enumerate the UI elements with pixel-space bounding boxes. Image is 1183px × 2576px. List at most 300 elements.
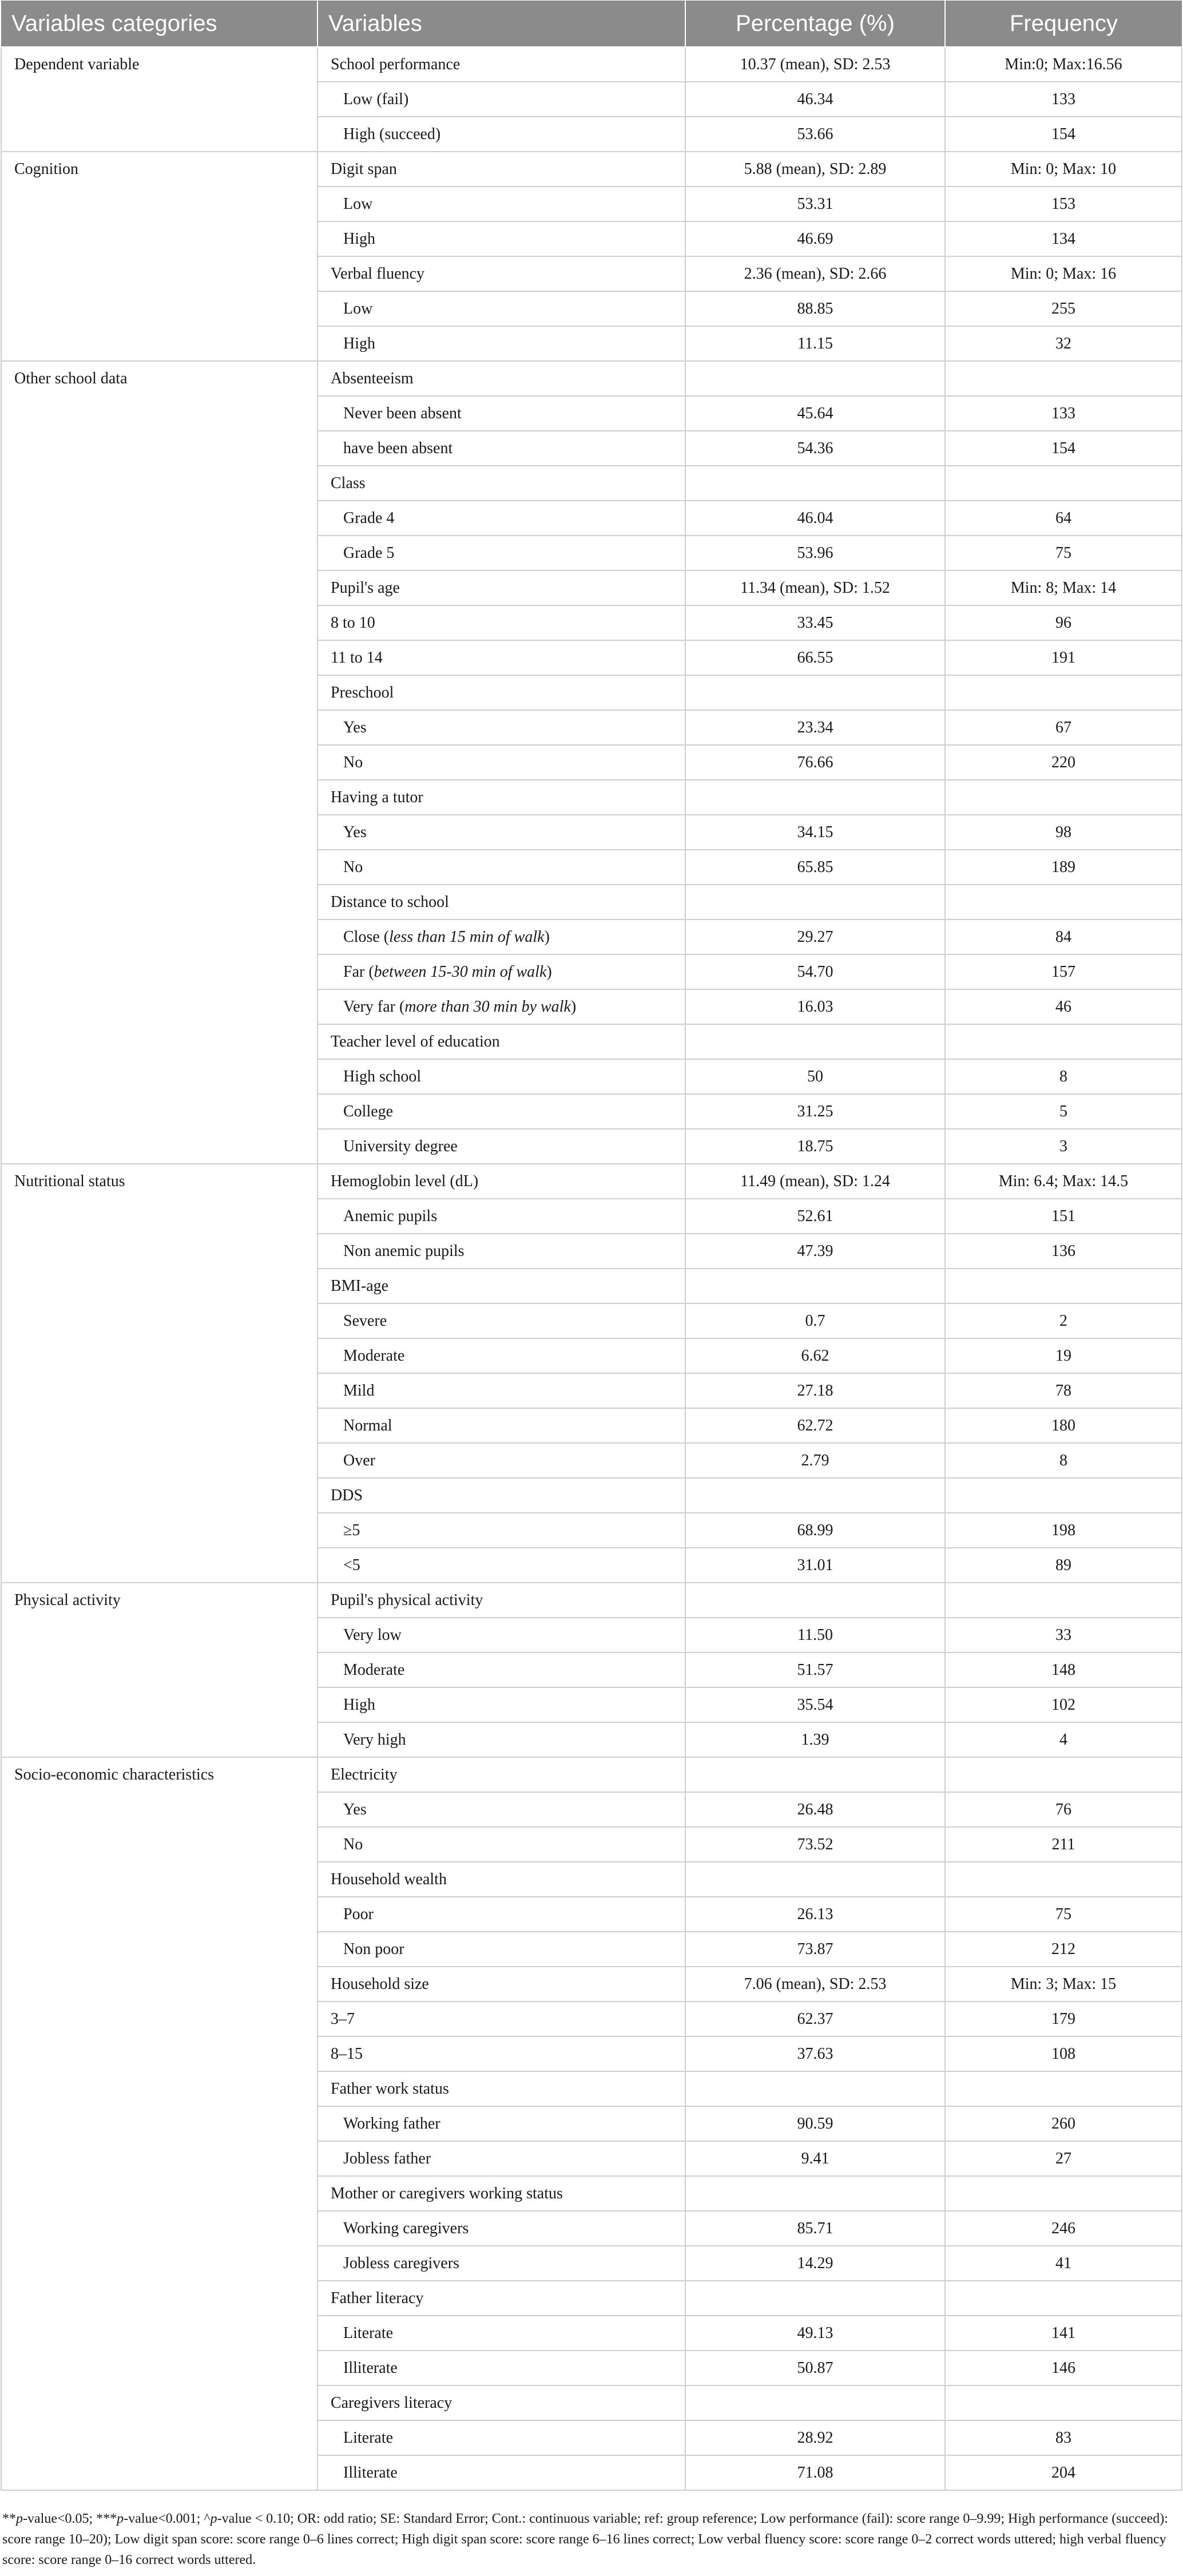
variable-cell	[317, 1897, 685, 1932]
percentage-cell: 73.87	[685, 1932, 945, 1967]
percentage-cell	[685, 1478, 945, 1513]
frequency-cell: Min: 0; Max: 16	[945, 256, 1182, 291]
variable-label: ≥5	[343, 1521, 360, 1539]
frequency-cell	[945, 675, 1182, 710]
frequency-cell: 78	[945, 1373, 1182, 1408]
frequency-cell: 211	[945, 1827, 1182, 1862]
table-row	[1, 1757, 1182, 1792]
variable-cell	[317, 2036, 685, 2071]
variable-cell	[317, 2281, 685, 2316]
percentage-cell: 46.34	[685, 82, 945, 117]
variable-label: Household wealth	[331, 1870, 447, 1888]
variable-cell	[317, 1757, 685, 1792]
variable-label: Class	[331, 474, 366, 492]
variable-label: Low	[343, 299, 373, 318]
percentage-cell: 1.39	[685, 1722, 945, 1757]
category-cell: Other school data	[1, 361, 317, 1164]
variable-label: Having a tutor	[331, 788, 423, 806]
variable-cell	[317, 1618, 685, 1652]
frequency-cell	[945, 361, 1182, 396]
variable-label: No	[343, 1835, 363, 1853]
percentage-cell	[685, 675, 945, 710]
variable-cell	[317, 221, 685, 256]
percentage-cell	[685, 361, 945, 396]
variable-cell	[317, 501, 685, 536]
variable-label: Close	[343, 928, 380, 946]
variable-label: Jobless caregivers	[343, 2254, 459, 2272]
frequency-cell: 133	[945, 82, 1182, 117]
variable-cell	[317, 850, 685, 885]
variable-label: Low (fail)	[343, 90, 409, 108]
frequency-cell: Min: 6.4; Max: 14.5	[945, 1164, 1182, 1199]
percentage-cell: 45.64	[685, 396, 945, 431]
frequency-cell: 154	[945, 431, 1182, 466]
percentage-cell: 37.63	[685, 2036, 945, 2071]
table-row	[1, 1583, 1182, 1618]
variable-cell	[317, 1059, 685, 1094]
variable-cell	[317, 1373, 685, 1408]
frequency-cell: 3	[945, 1129, 1182, 1164]
variable-label: Father literacy	[331, 2289, 424, 2307]
variable-cell	[317, 640, 685, 675]
category-cell: Dependent variable	[1, 47, 317, 152]
variable-cell	[317, 885, 685, 920]
percentage-cell: 14.29	[685, 2246, 945, 2281]
variable-label: College	[343, 1102, 394, 1120]
variable-label: Moderate	[343, 1346, 405, 1365]
percentage-cell: 34.15	[685, 815, 945, 850]
variable-cell	[317, 1443, 685, 1478]
variable-cell: Very far (more than 30 min by walk)	[317, 989, 685, 1024]
variable-label: High	[343, 334, 375, 352]
percentage-cell	[685, 2176, 945, 2211]
frequency-cell: 67	[945, 710, 1182, 745]
variable-label: Never been absent	[343, 404, 462, 422]
percentage-cell: 73.52	[685, 1827, 945, 1862]
table-footnote: **p-value<0.05; ***p-value<0.001; ^p-value < 0.10; OR: odd ratio; SE: Standard Error; Cont.: continuous variable; ref: group reference; Low performance (fail): score range 0–9.99; High performance (succeed): score range 10–20); Low digit span score: score range 0–6 lines correct; High digit span score: score range 6–16 lines correct; Low verbal fluency score: score range 0–2 correct words uttered; high verbal fluency score: score range 0–16 correct words uttered.	[2, 2511, 1168, 2567]
percentage-cell: 52.61	[685, 1199, 945, 1234]
percentage-cell: 47.39	[685, 1234, 945, 1269]
variable-cell	[317, 2351, 685, 2385]
variable-cell	[317, 152, 685, 187]
frequency-cell: 27	[945, 2141, 1182, 2176]
frequency-cell: 8	[945, 1059, 1182, 1094]
variable-label: 3–7	[331, 2010, 355, 2028]
header-percentage: Percentage (%)	[685, 1, 945, 47]
percentage-cell	[685, 1862, 945, 1897]
percentage-cell: 62.37	[685, 2002, 945, 2036]
frequency-cell: Min:0; Max:16.56	[945, 47, 1182, 82]
percentage-cell: 5.88 (mean), SD: 2.89	[685, 152, 945, 187]
percentage-cell: 85.71	[685, 2211, 945, 2246]
percentage-cell	[685, 2071, 945, 2106]
header-variables: Variables	[317, 1, 685, 47]
frequency-cell: 151	[945, 1199, 1182, 1234]
variable-label: Pupil's age	[331, 578, 400, 597]
variable-cell	[317, 431, 685, 466]
variable-cell	[317, 2106, 685, 2141]
variable-note: less than 15 min of walk	[389, 928, 545, 946]
percentage-cell: 49.13	[685, 2316, 945, 2351]
variable-cell	[317, 1652, 685, 1687]
variable-label: Preschool	[331, 683, 394, 702]
table-row	[1, 152, 1182, 187]
variable-label: Literate	[343, 2428, 394, 2447]
frequency-cell: 75	[945, 1897, 1182, 1932]
variable-cell	[317, 2071, 685, 2106]
variable-cell	[317, 1513, 685, 1548]
variable-label: Father work status	[331, 2079, 449, 2098]
frequency-cell: 136	[945, 1234, 1182, 1269]
frequency-cell	[945, 466, 1182, 501]
frequency-cell: 98	[945, 815, 1182, 850]
variable-cell	[317, 82, 685, 117]
variable-label: Illiterate	[343, 2359, 398, 2377]
frequency-cell: Min: 8; Max: 14	[945, 570, 1182, 605]
variable-label: Working father	[343, 2114, 440, 2133]
frequency-cell: 76	[945, 1792, 1182, 1827]
percentage-cell: 53.31	[685, 187, 945, 221]
variable-cell	[317, 1024, 685, 1059]
frequency-cell: 108	[945, 2036, 1182, 2071]
variable-note: between 15-30 min of walk	[374, 962, 547, 981]
percentage-cell: 11.49 (mean), SD: 1.24	[685, 1164, 945, 1199]
percentage-cell: 26.13	[685, 1897, 945, 1932]
variable-label: No	[343, 753, 363, 771]
table-body	[1, 47, 1182, 2490]
percentage-cell: 54.70	[685, 954, 945, 989]
percentage-cell: 29.27	[685, 920, 945, 954]
variable-label: Illiterate	[343, 2463, 398, 2482]
frequency-cell: 191	[945, 640, 1182, 675]
table-header	[1, 1, 1182, 47]
percentage-cell: 16.03	[685, 989, 945, 1024]
variable-label: <5	[343, 1556, 360, 1574]
variable-cell	[317, 1687, 685, 1722]
percentage-cell: 18.75	[685, 1129, 945, 1164]
percentage-cell: 11.34 (mean), SD: 1.52	[685, 570, 945, 605]
frequency-cell	[945, 1862, 1182, 1897]
variable-cell	[317, 605, 685, 640]
frequency-cell: Min: 3; Max: 15	[945, 1967, 1182, 2002]
percentage-cell: 46.04	[685, 501, 945, 536]
frequency-cell: 83	[945, 2420, 1182, 2455]
variable-cell	[317, 466, 685, 501]
percentage-cell: 50.87	[685, 2351, 945, 2385]
percentage-cell	[685, 1024, 945, 1059]
variable-label: Far	[343, 962, 365, 981]
variable-label: 11 to 14	[331, 648, 383, 667]
frequency-cell	[945, 1583, 1182, 1618]
frequency-cell	[945, 1269, 1182, 1303]
variable-cell	[317, 2141, 685, 2176]
variable-cell	[317, 1722, 685, 1757]
frequency-cell: 75	[945, 536, 1182, 570]
variable-cell	[317, 361, 685, 396]
variable-cell	[317, 1129, 685, 1164]
variable-label: School performance	[331, 55, 461, 73]
variable-label: No	[343, 858, 363, 876]
percentage-cell: 27.18	[685, 1373, 945, 1408]
variable-label: Working caregivers	[343, 2219, 469, 2237]
table-row	[1, 1164, 1182, 1199]
variable-label: High school	[343, 1067, 422, 1085]
frequency-cell: 154	[945, 117, 1182, 152]
percentage-cell: 50	[685, 1059, 945, 1094]
variable-cell	[317, 710, 685, 745]
frequency-cell: 84	[945, 920, 1182, 954]
frequency-cell: Min: 0; Max: 10	[945, 152, 1182, 187]
frequency-cell: 32	[945, 326, 1182, 361]
percentage-cell: 62.72	[685, 1408, 945, 1443]
variable-label: 8 to 10	[331, 613, 375, 632]
variable-label: Literate	[343, 2324, 394, 2342]
variable-label: Household size	[331, 1975, 429, 1993]
variable-label: Non anemic pupils	[343, 1242, 465, 1260]
variable-cell	[317, 1583, 685, 1618]
percentage-cell: 23.34	[685, 710, 945, 745]
variable-label: DDS	[331, 1486, 363, 1504]
variable-cell	[317, 1862, 685, 1897]
variable-label: Jobless father	[343, 2149, 431, 2167]
percentage-cell: 11.15	[685, 326, 945, 361]
variable-label: Anemic pupils	[343, 1207, 438, 1225]
frequency-cell: 46	[945, 989, 1182, 1024]
percentage-cell	[685, 2281, 945, 2316]
percentage-cell	[685, 466, 945, 501]
variable-cell	[317, 1338, 685, 1373]
variable-label: Mild	[343, 1381, 375, 1400]
variable-cell	[317, 1478, 685, 1513]
variable-cell	[317, 396, 685, 431]
variable-label: Poor	[343, 1905, 374, 1923]
variable-label: Normal	[343, 1416, 392, 1434]
percentage-cell: 31.01	[685, 1548, 945, 1583]
variable-cell	[317, 2385, 685, 2420]
variable-label: Verbal fluency	[331, 264, 425, 283]
variable-cell: Far (between 15-30 min of walk)	[317, 954, 685, 989]
percentage-cell: 11.50	[685, 1618, 945, 1652]
frequency-cell	[945, 780, 1182, 815]
percentage-cell	[685, 1757, 945, 1792]
variable-cell	[317, 2246, 685, 2281]
frequency-cell: 260	[945, 2106, 1182, 2141]
variable-label: Very low	[343, 1626, 402, 1644]
variable-label: Grade 5	[343, 544, 395, 562]
frequency-cell: 204	[945, 2455, 1182, 2490]
frequency-cell	[945, 2385, 1182, 2420]
variable-cell	[317, 570, 685, 605]
frequency-cell: 141	[945, 2316, 1182, 2351]
variable-cell	[317, 1827, 685, 1862]
frequency-cell: 148	[945, 1652, 1182, 1687]
percentage-cell: 88.85	[685, 291, 945, 326]
frequency-cell: 4	[945, 1722, 1182, 1757]
frequency-cell: 89	[945, 1548, 1182, 1583]
category-cell: Physical activity	[1, 1583, 317, 1757]
variable-cell	[317, 1303, 685, 1338]
frequency-cell: 8	[945, 1443, 1182, 1478]
percentage-cell: 35.54	[685, 1687, 945, 1722]
frequency-cell: 212	[945, 1932, 1182, 1967]
variable-label: Electricity	[331, 1765, 398, 1784]
variable-cell	[317, 326, 685, 361]
percentage-cell: 9.41	[685, 2141, 945, 2176]
percentage-cell: 6.62	[685, 1338, 945, 1373]
variable-cell	[317, 291, 685, 326]
percentage-cell	[685, 885, 945, 920]
variable-cell	[317, 1164, 685, 1199]
variable-cell	[317, 2002, 685, 2036]
header-frequency: Frequency	[945, 1, 1182, 47]
variable-cell	[317, 187, 685, 221]
variable-note: more than 30 min by walk	[404, 997, 571, 1016]
frequency-cell: 64	[945, 501, 1182, 536]
percentage-cell: 66.55	[685, 640, 945, 675]
variable-label: Caregivers literacy	[331, 2393, 452, 2412]
variable-cell	[317, 1408, 685, 1443]
percentage-cell: 7.06 (mean), SD: 2.53	[685, 1967, 945, 2002]
variable-cell	[317, 1932, 685, 1967]
variable-cell	[317, 675, 685, 710]
frequency-cell: 180	[945, 1408, 1182, 1443]
variable-cell	[317, 745, 685, 780]
percentage-cell: 53.96	[685, 536, 945, 570]
variable-label: University degree	[343, 1137, 458, 1155]
variable-label: High (succeed)	[343, 125, 441, 143]
variable-cell	[317, 47, 685, 82]
variable-cell	[317, 1548, 685, 1583]
percentage-cell: 2.79	[685, 1443, 945, 1478]
variable-label: High	[343, 229, 375, 248]
variable-cell	[317, 2316, 685, 2351]
variable-label: Absenteeism	[331, 369, 414, 387]
percentage-cell: 33.45	[685, 605, 945, 640]
variable-label: Hemoglobin level (dL)	[331, 1172, 479, 1190]
variable-cell	[317, 1967, 685, 2002]
percentage-cell	[685, 2385, 945, 2420]
frequency-cell: 220	[945, 745, 1182, 780]
variable-label: Distance to school	[331, 893, 449, 911]
variable-cell	[317, 2455, 685, 2490]
frequency-cell: 246	[945, 2211, 1182, 2246]
category-cell: Nutritional status	[1, 1164, 317, 1583]
percentage-cell	[685, 780, 945, 815]
variable-cell: Close (less than 15 min of walk)	[317, 920, 685, 954]
variable-label: 8–15	[331, 2044, 363, 2063]
variable-label: Yes	[343, 823, 367, 841]
variable-cell	[317, 1094, 685, 1129]
frequency-cell: 179	[945, 2002, 1182, 2036]
percentage-cell: 53.66	[685, 117, 945, 152]
frequency-cell: 19	[945, 1338, 1182, 1373]
frequency-cell: 134	[945, 221, 1182, 256]
percentage-cell: 0.7	[685, 1303, 945, 1338]
frequency-cell: 157	[945, 954, 1182, 989]
percentage-cell: 28.92	[685, 2420, 945, 2455]
variable-label: Over	[343, 1451, 375, 1469]
frequency-cell: 96	[945, 605, 1182, 640]
percentage-cell: 26.48	[685, 1792, 945, 1827]
variable-cell	[317, 1199, 685, 1234]
percentage-cell: 46.69	[685, 221, 945, 256]
frequency-cell: 102	[945, 1687, 1182, 1722]
percentage-cell: 71.08	[685, 2455, 945, 2490]
variables-table	[1, 1, 1182, 2491]
frequency-cell: 255	[945, 291, 1182, 326]
table-row	[1, 361, 1182, 396]
variable-label: Yes	[343, 1800, 367, 1818]
frequency-cell: 198	[945, 1513, 1182, 1548]
percentage-cell: 68.99	[685, 1513, 945, 1548]
frequency-cell: 133	[945, 396, 1182, 431]
variable-label: Very far	[343, 997, 395, 1016]
header-row	[1, 1, 1182, 47]
variable-label: Mother or caregivers working status	[331, 2184, 563, 2202]
variable-label: Non poor	[343, 1940, 404, 1958]
variable-cell	[317, 536, 685, 570]
header-variables-categories: Variables categories	[1, 1, 317, 47]
frequency-cell: 2	[945, 1303, 1182, 1338]
variable-label: Low	[343, 195, 373, 213]
percentage-cell: 54.36	[685, 431, 945, 466]
variable-cell	[317, 2420, 685, 2455]
frequency-cell	[945, 2071, 1182, 2106]
frequency-cell	[945, 885, 1182, 920]
percentage-cell: 90.59	[685, 2106, 945, 2141]
frequency-cell	[945, 1024, 1182, 1059]
variable-label: Moderate	[343, 1660, 405, 1679]
variable-cell	[317, 1792, 685, 1827]
variable-cell	[317, 780, 685, 815]
variable-label: Digit span	[331, 160, 397, 178]
variable-cell	[317, 2211, 685, 2246]
variable-label: Severe	[343, 1311, 387, 1330]
variable-cell	[317, 1234, 685, 1269]
percentage-cell	[685, 1583, 945, 1618]
percentage-cell: 31.25	[685, 1094, 945, 1129]
variable-cell	[317, 815, 685, 850]
percentage-cell	[685, 1269, 945, 1303]
frequency-cell: 33	[945, 1618, 1182, 1652]
frequency-cell: 41	[945, 2246, 1182, 2281]
frequency-cell: 146	[945, 2351, 1182, 2385]
percentage-cell: 2.36 (mean), SD: 2.66	[685, 256, 945, 291]
variable-cell	[317, 256, 685, 291]
variable-cell	[317, 117, 685, 152]
percentage-cell: 10.37 (mean), SD: 2.53	[685, 47, 945, 82]
percentage-cell: 76.66	[685, 745, 945, 780]
frequency-cell	[945, 2281, 1182, 2316]
variable-label: Yes	[343, 718, 367, 736]
percentage-cell: 51.57	[685, 1652, 945, 1687]
table-row	[1, 47, 1182, 82]
variable-label: Very high	[343, 1730, 406, 1749]
frequency-cell: 189	[945, 850, 1182, 885]
frequency-cell	[945, 1757, 1182, 1792]
frequency-cell: 5	[945, 1094, 1182, 1129]
category-cell: Cognition	[1, 152, 317, 361]
frequency-cell	[945, 1478, 1182, 1513]
variable-label: Grade 4	[343, 509, 395, 527]
frequency-cell: 153	[945, 187, 1182, 221]
percentage-cell: 65.85	[685, 850, 945, 885]
variable-label: BMI-age	[331, 1277, 389, 1295]
variable-label: Pupil's physical activity	[331, 1591, 483, 1609]
variable-label: have been absent	[343, 439, 453, 457]
variable-cell	[317, 1269, 685, 1303]
variable-cell	[317, 2176, 685, 2211]
